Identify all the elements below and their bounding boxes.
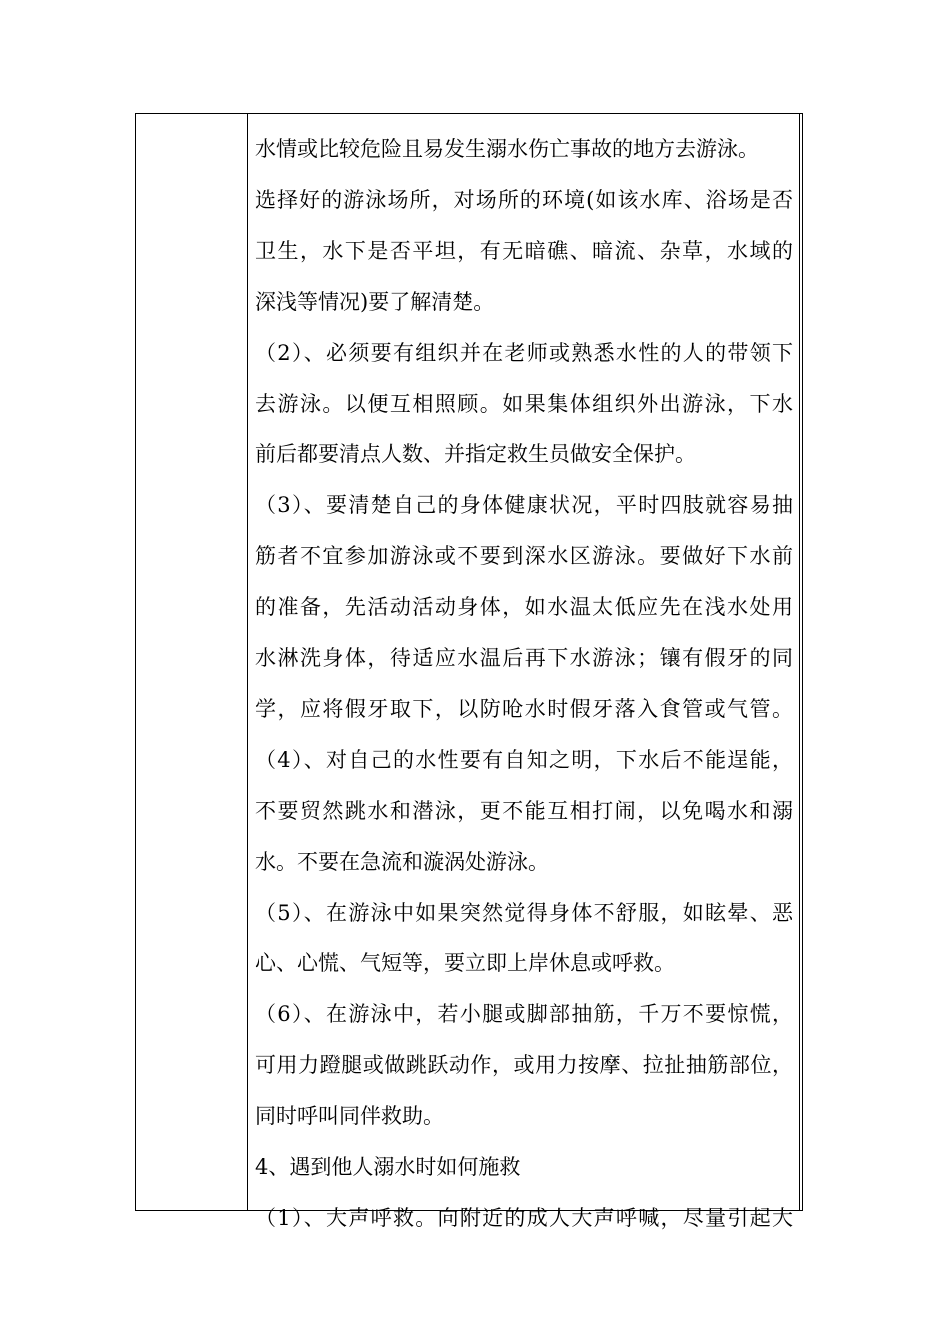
text-line: 心、心慌、气短等，要立即上岸休息或呼救。 (255, 951, 675, 976)
text-line: （1）、大声呼救。向附近的成人大声呼喊，尽量引起大 (255, 1205, 793, 1230)
text-line: （5）、在游泳中如果突然觉得身体不舒服，如眩晕、恶 (255, 900, 793, 925)
text-line: 不要贸然跳水和潜泳，更不能互相打闹，以免喝水和溺 (255, 798, 793, 823)
text-line: 水。不要在急流和漩涡处游泳。 (255, 849, 549, 874)
column-divider (247, 114, 248, 1210)
text-line: 学，应将假牙取下，以防呛水时假牙落入食管或气管。 (255, 696, 793, 721)
text-line: 4、遇到他人溺水时如何施救 (255, 1155, 521, 1179)
table-left-cell (136, 114, 247, 1210)
text-line: 可用力蹬腿或做跳跃动作，或用力按摩、拉扯抽筋部位， (255, 1053, 793, 1078)
text-line: 水淋洗身体，待适应水温后再下水游泳；镶有假牙的同 (255, 646, 793, 670)
text-line: 去游泳。以便互相照顾。如果集体组织外出游泳，下水 (255, 391, 793, 416)
text-line: （2）、必须要有组织并在老师或熟悉水性的人的带领下 (255, 340, 793, 365)
text-line: 卫生，水下是否平坦，有无暗礁、暗流、杂草，水域的 (255, 238, 793, 263)
table-right-border (799, 114, 803, 1210)
text-line: 筋者不宜参加游泳或不要到深水区游泳。要做好下水前 (255, 544, 793, 569)
text-line: 同时呼叫同伴救助。 (255, 1104, 444, 1129)
text-line: 选择好的游泳场所，对场所的环境(如该水库、浴场是否 (255, 187, 793, 212)
text-line: （4）、对自己的水性要有自知之明，下水后不能逞能， (255, 747, 793, 772)
text-line: （6）、在游泳中，若小腿或脚部抽筋，千万不要惊慌， (255, 1002, 793, 1027)
text-line: 深浅等情况)要了解清楚。 (255, 289, 495, 314)
text-line: 的准备，先活动活动身体，如水温太低应先在浅水处用 (255, 595, 793, 620)
text-line: （3）、要清楚自己的身体健康状况，平时四肢就容易抽 (255, 493, 793, 518)
text-line: 水情或比较危险且易发生溺水伤亡事故的地方去游泳。 (255, 137, 759, 161)
content-table (135, 113, 803, 1230)
text-line: 前后都要清点人数、并指定救生员做安全保护。 (255, 442, 696, 467)
